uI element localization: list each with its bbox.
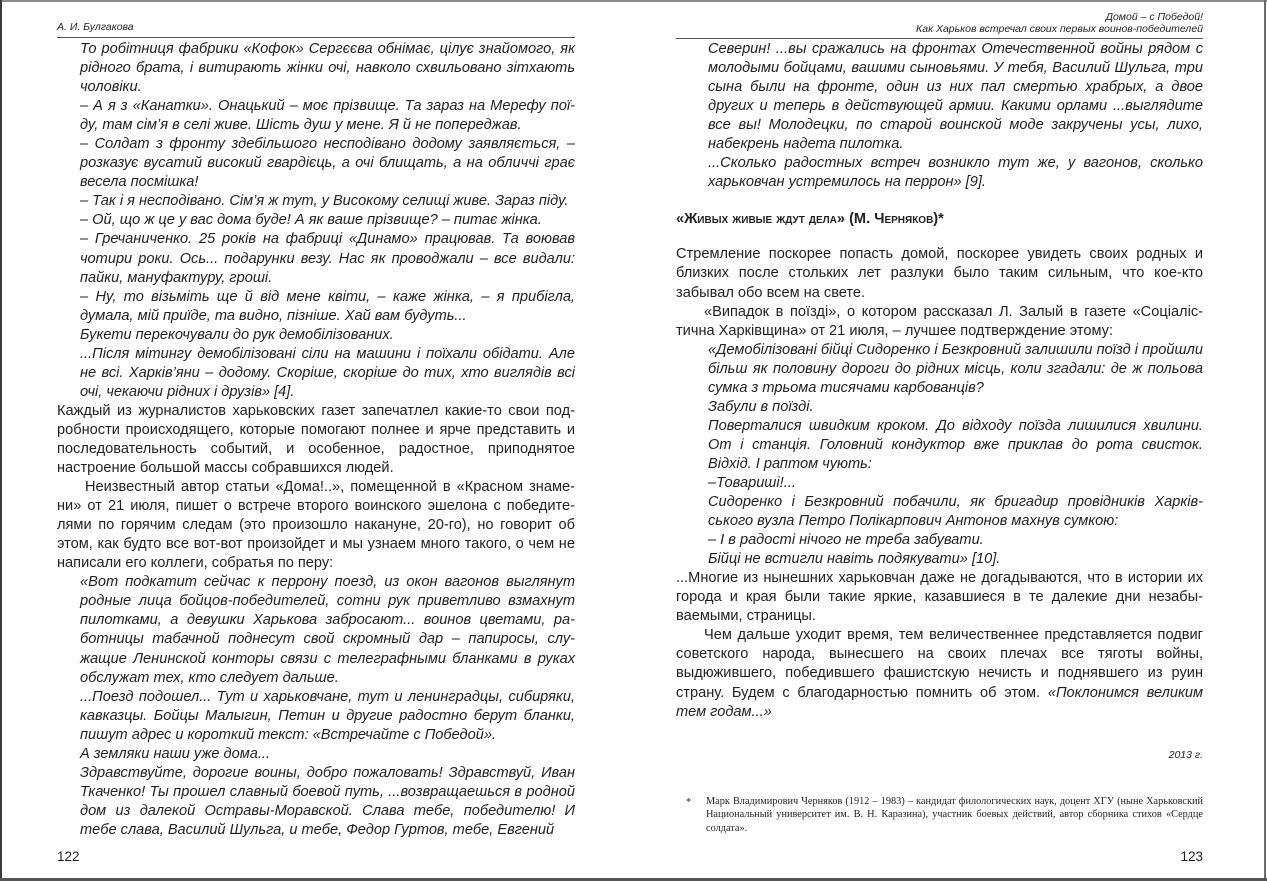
left-page-body bbox=[57, 40, 575, 840]
running-head-line2: Как Харьков встречал своих первых воинов-победителей bbox=[916, 23, 1203, 35]
paragraph: – Гречаниченко. 25 років на фабриці «Динамо» працював. Та воював чотири роки. Ось... подарунки везу. Нас як проводжали – все видали: пайки, мануфактуру, гроші. bbox=[80, 231, 575, 286]
right-page-body bbox=[676, 40, 1203, 765]
paragraph: Букети перекочували до рук демобілізованих. bbox=[80, 326, 394, 343]
frame-right-border bbox=[1264, 0, 1266, 881]
final-quote: «Поклонимся великим тем годам...» bbox=[676, 684, 1203, 720]
paragraph: – Солдат з фронту здебільшого несподівано додому заявляється, – розказує вусатий високий гвардієць, а очі блищать, а на обличчі грає весела посмішка! bbox=[80, 136, 575, 191]
running-head-author: А. И. Булгакова bbox=[57, 21, 134, 33]
paragraph: – Так і я несподівано. Сім’я ж тут, у Високому селищі живе. Зараз піду. bbox=[80, 193, 569, 210]
page-number: 123 bbox=[1180, 849, 1203, 864]
running-head-title bbox=[676, 11, 1203, 35]
paragraph: Стремление поскорее попасть домой, поскорее увидеть своих родных и близких после стольких лет разлуки было таким сильным, что кое-кто забывал обо всем на свете. bbox=[676, 246, 1203, 301]
paragraph: «Випадок в поїзді», о котором рассказал Л. Залый в газете «Соціалістична Харківщина» от 21 июля, – лучшее подтверждение этому: bbox=[676, 303, 1203, 339]
left-page bbox=[57, 0, 575, 878]
paragraph: Забули в поїзді. bbox=[708, 398, 814, 415]
final-text: Чем дальше уходит время, тем величественнее представляется подвиг советского народа, вынесшего на своих плечах все тяготы войны, выдюжившего, победившего фашистскую нечисть и поднявшего из руин страну. Будем с благодарностью помнить об этом. bbox=[676, 627, 1203, 701]
frame-left-border bbox=[0, 0, 2, 881]
paragraph: –Товариші!... bbox=[708, 474, 796, 491]
paragraph: ...Сколько радостных встреч возникло тут же, у вагонов, сколько харьковчан устремилось на перрон» [9]. bbox=[708, 155, 1203, 191]
footnote bbox=[676, 795, 1203, 835]
paragraph-final bbox=[676, 626, 1203, 721]
date-signature: 2013 г. bbox=[1168, 748, 1203, 761]
right-page bbox=[676, 0, 1203, 878]
header-rule bbox=[676, 38, 1203, 39]
paragraph: Неизвестный автор статьи «Дома!..», помещенной в «Красном знамени» от 21 июля, пишет о встрече второго воинского эшелона с победителями по горячим следам (это произошло накануне, 20-го), но говорит об этом, как будто все вот-вот произойдет и мы узнаем много такого, о чем не написали его коллеги, собратья по перу: bbox=[57, 479, 575, 572]
paragraph: – І в радості нічого не треба забувати. bbox=[708, 532, 984, 549]
paragraph: Северин! ...вы сражались на фронтах Отечественной войны рядом с молодыми бойцами, вашими сыновьями. У тебя, Василий Шульга, три сына были на фронте, один из них пал смертью храбрых, а двое других и теперь в действующей армии. Какими орлами ...выглядите все вы! Молодецки, по старой воинской моде закручены усы, лихо, набекрень надета пилотка. bbox=[708, 41, 1203, 153]
paragraph: Здравствуйте, дорогие воины, добро пожаловать! Здравствуй, Иван Ткаченко! Ты прошел славный боевой путь, ...возвращаешься в родной дом из далекой Остравы-Моравской. Слава тебе, победителю! И тебе слава, Василий Шульга, и тебе, Федор Гуртов, тебе, Евгений bbox=[80, 764, 575, 838]
paragraph: Поверталися швидким кроком. До відходу поїзда лишилися хвилини. От і станція. Головний кондуктор вже приклав до рота свисток. Відхід. І раптом чують: bbox=[708, 417, 1203, 472]
footnote-mark: * bbox=[686, 797, 692, 808]
page-number: 122 bbox=[57, 849, 80, 864]
paragraph: Каждый из журналистов харьковских газет запечатлел какие-то свои подробности происходящего, которые помогают полнее и ярче представить и последовательность событий, и особенное, радостное, приподнятое настроение большой массы собравшихся людей. bbox=[57, 402, 575, 477]
header-rule bbox=[57, 37, 575, 38]
paragraph: ...Після мітингу демобілізовані сіли на машини і поїхали обідати. Але не всі. Харків’яни – додому. Скоріше, скоріше до тих, хто виглядів всі очі, чекаючи рідних і друзів» [4]. bbox=[80, 345, 575, 400]
paragraph: – А я з «Канатки». Онацький – моє прізвище. Та зараз на Мерефу поїду, там сім’я в селі живе. Шість душ у мене. Я й не попереджав. bbox=[80, 98, 575, 134]
paragraph: «Вот подкатит сейчас к перрону поезд, из окон вагонов выглянут родные лица бойцов-победителей, сотни рук приветливо взмахнут пилотками, а девушки Харькова забросают... воинов цветами, работницы табачной поднесут свой скромный дар – папиросы, служащие Ленинской конторы связи с телеграфными бланками в руках обслужат тех, кто следует дальше. bbox=[80, 574, 575, 686]
paragraph: ...Поезд подошел... Тут и харьковчане, тут и ленинградцы, сибиряки, кавказцы. Бойцы Малыгин, Петин и другие радостно берут бланки, пишут адрес и короткий текст: «Встречайте с Победой». bbox=[80, 688, 575, 743]
paragraph: Сидоренко і Безкровний побачили, як бригадир провідників Харківського вузла Петро Полікарпович Антонов махнув сумкою: bbox=[708, 494, 1203, 530]
paragraph: А земляки наши уже дома... bbox=[80, 745, 271, 762]
paragraph: «Демобілізовані бійці Сидоренко і Безкровний залишили поїзд і пройшли більш як половину дороги до рідних місць, коли згадали: де ж польова сумка з трьома тисячами карбованців? bbox=[708, 341, 1203, 396]
paragraph: – Ну, то візьміть ще й від мене квіти, – каже жінка, – я прибігла, думала, мій приїде, та видно, пізніше. Хай вам будуть... bbox=[80, 288, 575, 324]
paragraph: ...Многие из нынешних харьковчан даже не догадываются, что в истории их города и края были такие яркие, казавшиеся в те далекие дни незабываемыми, страницы. bbox=[676, 570, 1203, 625]
paragraph: – Ой, що ж це у вас дома буде! А як ваше прізвище? – питає жінка. bbox=[80, 212, 542, 229]
section-heading: «Живых живые ждут дела» (М. Черняков)* bbox=[676, 211, 944, 228]
paragraph: Бійці не встигли навіть подякувати» [10]. bbox=[708, 551, 1001, 568]
footnote-text: Марк Владимирович Черняков (1912 – 1983) – кандидат филологических наук, доцент ХГУ (ныне Харьковский Национальный университет им. В. Н. Каразина), участник боевых действий, автор сборника стихов «Сердце солдата». bbox=[706, 796, 1203, 834]
paragraph: То робітниця фабрики «Кофок» Сергєєва обнімає, цілує знайомого, як рідного брата, і витирають жінки очі, навколо схвильовано зітхають чоловіки. bbox=[80, 41, 575, 96]
running-head-line1: Домой – с Победой! bbox=[1105, 11, 1203, 23]
